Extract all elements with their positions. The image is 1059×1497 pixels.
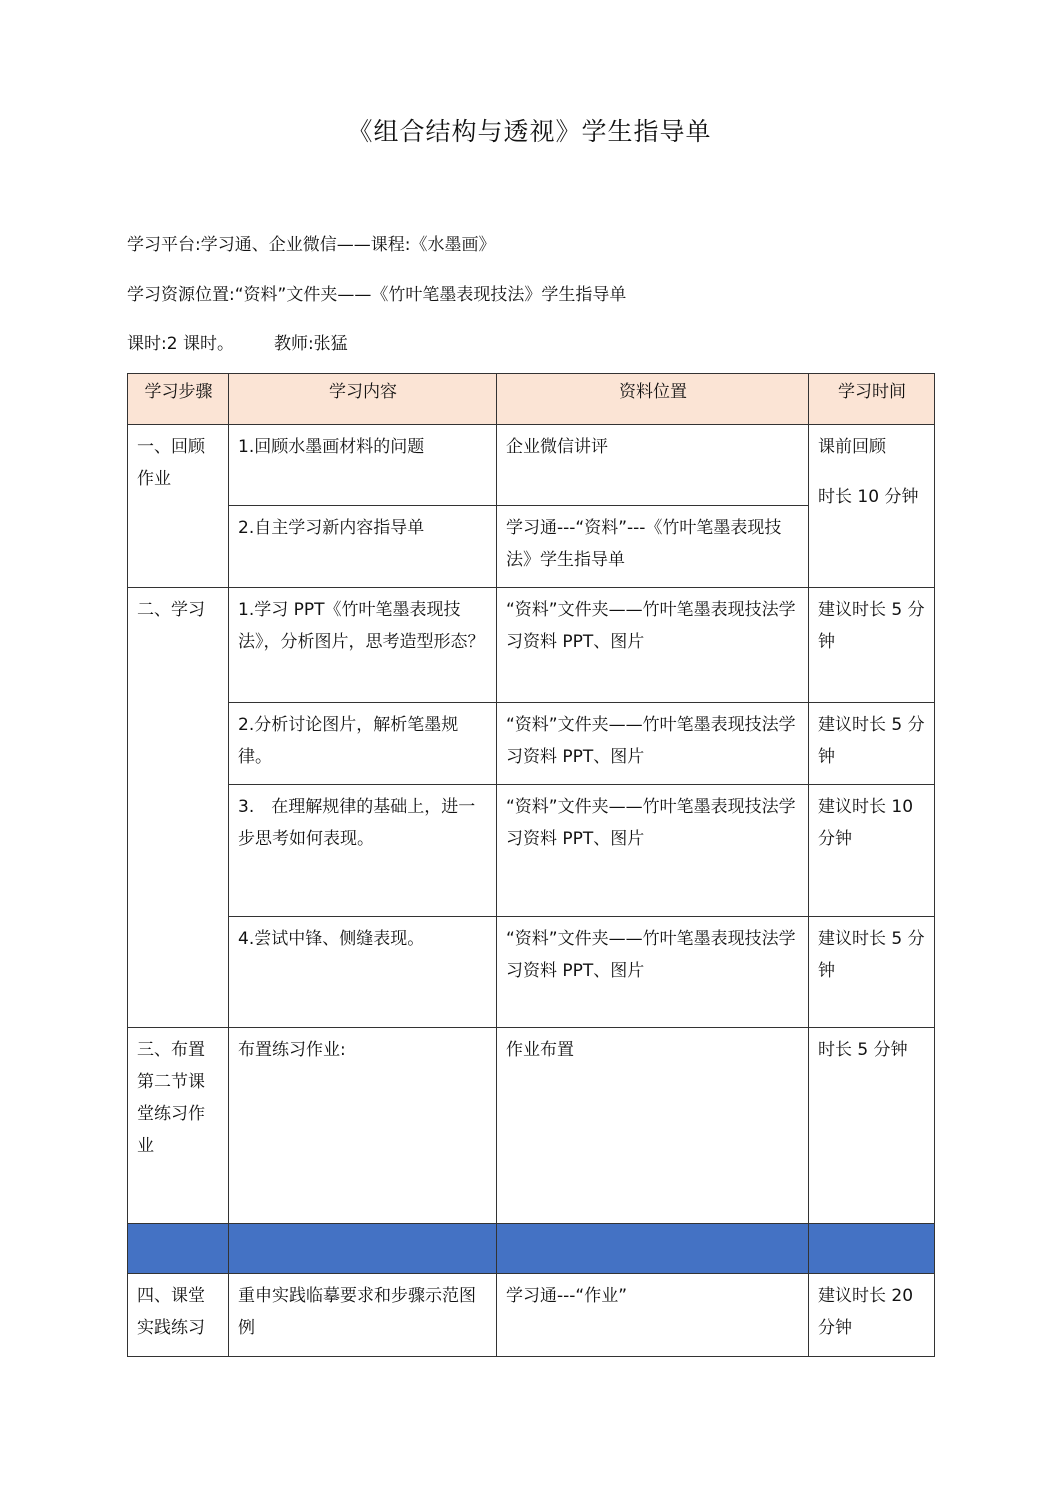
time-cell: 时长 5 分钟 [809, 1028, 935, 1224]
class-hours: 课时:2 课时。 [127, 334, 234, 354]
step-cell: 二、学习 [128, 588, 229, 1028]
time-cell: 建议时长 5 分钟 [809, 588, 935, 703]
separator-cell [229, 1224, 497, 1274]
header-location: 资料位置 [497, 374, 809, 425]
location-cell: 学习通---“资料”---《竹叶笔墨表现技法》学生指导单 [497, 506, 809, 588]
time-cell: 建议时长 20 分钟 [809, 1274, 935, 1357]
guide-table [127, 373, 935, 1357]
header-content: 学习内容 [229, 374, 497, 425]
resource-line: 学习资源位置:“资料”文件夹——《竹叶笔墨表现技法》学生指导单 [127, 285, 627, 305]
table-row [128, 917, 935, 1028]
location-cell: 学习通---“作业” [497, 1274, 809, 1357]
time-text: 时长 10 分钟 [818, 487, 919, 507]
location-cell: “资料”文件夹——竹叶笔墨表现技法学习资料 PPT、图片 [497, 703, 809, 785]
table-row [128, 1028, 935, 1224]
separator-row [128, 1224, 935, 1274]
time-text: 课前回顾 [818, 437, 886, 457]
location-cell: “资料”文件夹——竹叶笔墨表现技法学习资料 PPT、图片 [497, 785, 809, 917]
table-row [128, 785, 935, 917]
table-row [128, 703, 935, 785]
table-row [128, 425, 935, 506]
table-header-row [128, 374, 935, 425]
separator-cell [497, 1224, 809, 1274]
step-cell: 四、课堂实践练习 [128, 1274, 229, 1357]
header-step: 学习步骤 [128, 374, 229, 425]
location-cell: “资料”文件夹——竹叶笔墨表现技法学习资料 PPT、图片 [497, 917, 809, 1028]
time-cell: 建议时长 5 分钟 [809, 917, 935, 1028]
content-cell: 布置练习作业: [229, 1028, 497, 1224]
header-time: 学习时间 [809, 374, 935, 425]
time-cell: 建议时长 10 分钟 [809, 785, 935, 917]
step-cell: 一、回顾作业 [128, 425, 229, 588]
table-row [128, 1274, 935, 1357]
content-cell: 1.回顾水墨画材料的问题 [229, 425, 497, 506]
content-cell: 4.尝试中锋、侧缝表现。 [229, 917, 497, 1028]
teacher-name: 教师:张猛 [273, 334, 348, 354]
content-cell: 2.分析讨论图片，解析笔墨规律。 [229, 703, 497, 785]
content-cell: 1.学习 PPT《竹叶笔墨表现技法》，分析图片，思考造型形态？ [229, 588, 497, 703]
document-title: 《组合结构与透视》学生指导单 [347, 117, 712, 146]
table-row [128, 588, 935, 703]
time-cell [809, 425, 935, 588]
location-cell: 企业微信讲评 [497, 425, 809, 506]
step-cell: 三、布置第二节课堂练习作业 [128, 1028, 229, 1224]
separator-cell [809, 1224, 935, 1274]
platform-line: 学习平台:学习通、企业微信——课程:《水墨画》 [127, 235, 496, 255]
content-cell: 2.自主学习新内容指导单 [229, 506, 497, 588]
content-cell: 3. 在理解规律的基础上，进一步思考如何表现。 [229, 785, 497, 917]
content-cell: 重申实践临摹要求和步骤示范图例 [229, 1274, 497, 1357]
separator-cell [128, 1224, 229, 1274]
location-cell: 作业布置 [497, 1028, 809, 1224]
hours-teacher-line [127, 329, 348, 354]
location-cell: “资料”文件夹——竹叶笔墨表现技法学习资料 PPT、图片 [497, 588, 809, 703]
time-cell: 建议时长 5 分钟 [809, 703, 935, 785]
